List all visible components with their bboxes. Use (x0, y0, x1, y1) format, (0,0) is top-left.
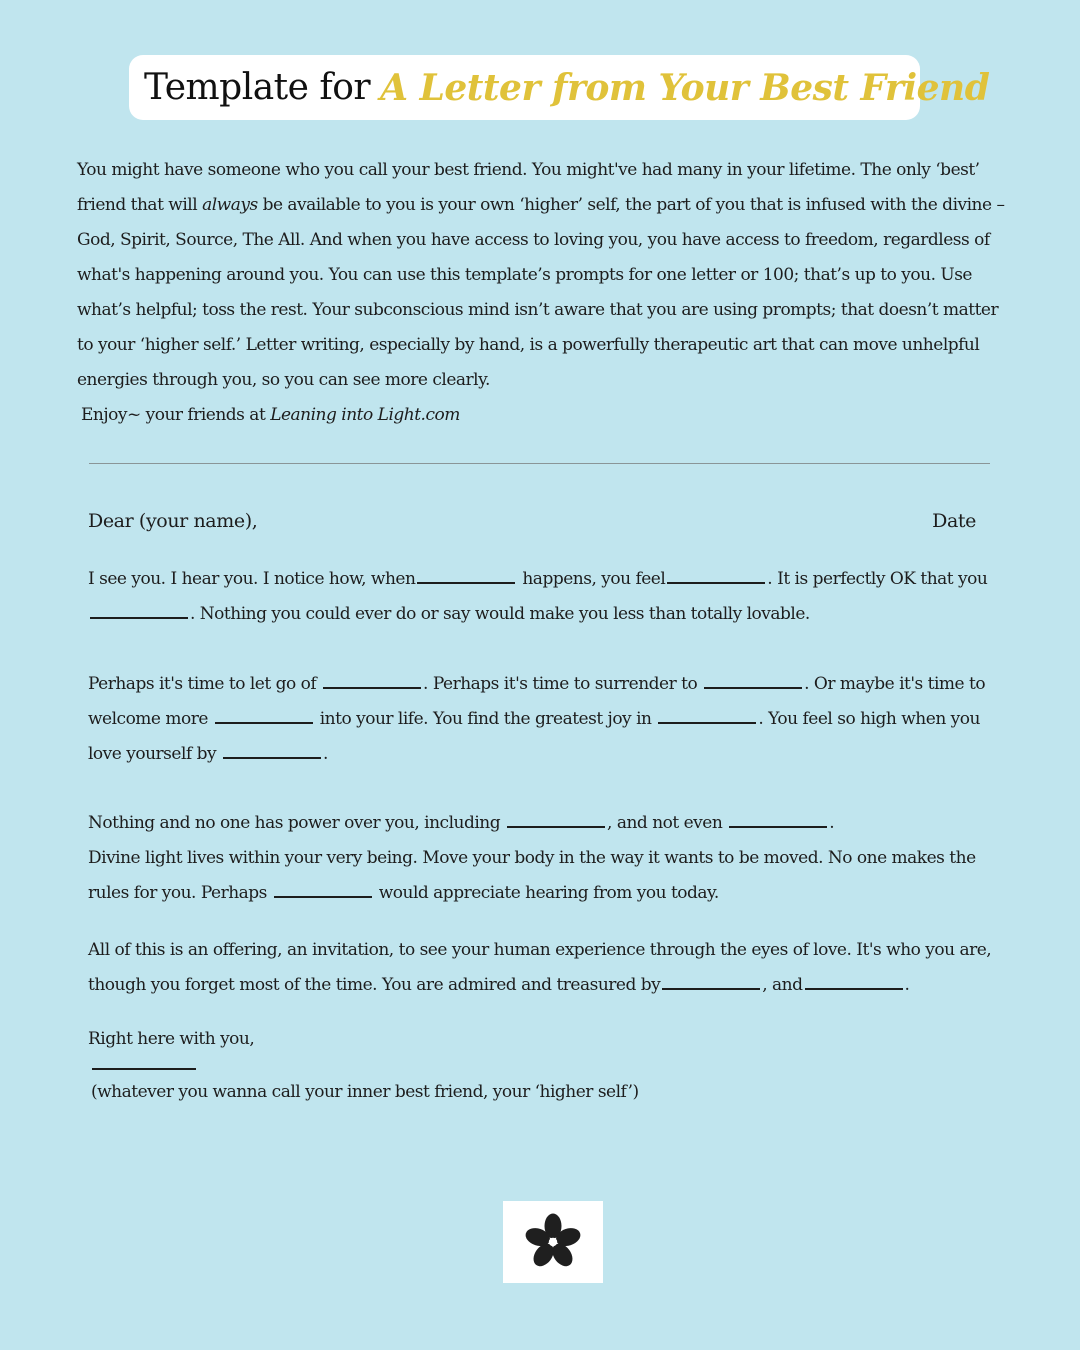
signature-caption: (whatever you wanna call your inner best friend, your ‘higher self’) (91, 1082, 639, 1102)
fill-in-blank (507, 810, 605, 828)
fill-in-blank (667, 566, 765, 584)
fill-in-blank (417, 566, 515, 584)
letter-paragraph-1 (88, 562, 1008, 632)
fill-in-blank (658, 706, 756, 724)
title-emphasis: A Letter from Your Best Friend (380, 66, 990, 109)
p1-text-c: . It is perfectly OK that you (767, 569, 988, 589)
title-banner (129, 55, 990, 120)
letter-salutation: Dear (your name), (88, 510, 258, 532)
letter-date-label: Date (932, 510, 976, 532)
p2-text-a: Perhaps it's time to let go of (88, 674, 317, 694)
fill-in-blank (274, 880, 372, 898)
logo (503, 1201, 603, 1283)
fill-in-blank (90, 601, 188, 619)
fill-in-blank (704, 671, 802, 689)
signoff-text: Enjoy~ your friends at (81, 405, 266, 425)
section-divider (89, 463, 990, 464)
p2-text-c: . Or maybe it's time to welcome more (88, 674, 986, 729)
flower-icon (514, 1206, 592, 1278)
intro-paragraph (77, 153, 1007, 398)
intro-section (77, 153, 1007, 433)
p3-text-e: would appreciate hearing from you today. (378, 883, 719, 903)
fill-in-blank (223, 741, 321, 759)
p1-text-a: I see you. I hear you. I notice how, when (88, 569, 416, 589)
p3-text-a: Nothing and no one has power over you, including (88, 813, 501, 833)
intro-signoff (77, 398, 1007, 433)
signoff-site: Leaning into Light.com (270, 405, 460, 425)
fill-in-blank (215, 706, 313, 724)
p1-text-d: . Nothing you could ever do or say would make you less than totally lovable. (190, 604, 810, 624)
p2-text-b: . Perhaps it's time to surrender to (423, 674, 698, 694)
p2-text-d: into your life. You find the greatest joy in (319, 709, 652, 729)
p3-text-c: . (829, 813, 835, 833)
p2-text-e: . You feel so high when you love yourself by (88, 709, 980, 764)
p4-text-c: . (904, 975, 910, 995)
letter-paragraph-2 (88, 667, 1008, 772)
p2-text-f: . (322, 744, 328, 764)
intro-text-end: be available to you is your own ‘higher’ self, the part of you that is infused with the divine – God, Spirit, Source, The All. And when you have access to loving you, you have access to freedom, regardless of what's happening around you. You can use this template’s prompts for one letter or 100; that’s up to you. Use what’s helpful; toss the rest. Your subconscious mind isn’t aware that you are using prompts; that doesn’t matter to your ‘higher self.’ Letter writing, especially by hand, is a powerfully therapeutic art that can move unhelpful energies through you, so you can see more clearly. (77, 195, 1005, 390)
letter-closing: Right here with you, (88, 1029, 255, 1049)
fill-in-blank (805, 972, 903, 990)
letter-paragraph-4 (88, 933, 1008, 1003)
intro-emphasis-always: always (202, 195, 258, 215)
fill-in-blank (323, 671, 421, 689)
p3-text-b: , and not even (607, 813, 723, 833)
p1-text-b: happens, you feel (522, 569, 666, 589)
fill-in-blank (729, 810, 827, 828)
signature-blank (92, 1068, 196, 1070)
letter-paragraph-3 (88, 806, 1008, 911)
p4-text-a: All of this is an offering, an invitation, to see your human experience through the eyes of love. It's who you are, though you forget most of the time. You are admired and treasured by (88, 940, 992, 995)
p4-text-b: , and (762, 975, 803, 995)
title-prefix: Template for (144, 67, 371, 108)
fill-in-blank (662, 972, 760, 990)
p3-text-d: Divine light lives within your very being. Move your body in the way it wants to be moved. No one makes the rules for you. Perhaps (88, 848, 976, 903)
intro-text-start: You might have someone who you call your best friend. You might've had many in your lifetime. The only ‘best’ friend that will (77, 160, 980, 215)
